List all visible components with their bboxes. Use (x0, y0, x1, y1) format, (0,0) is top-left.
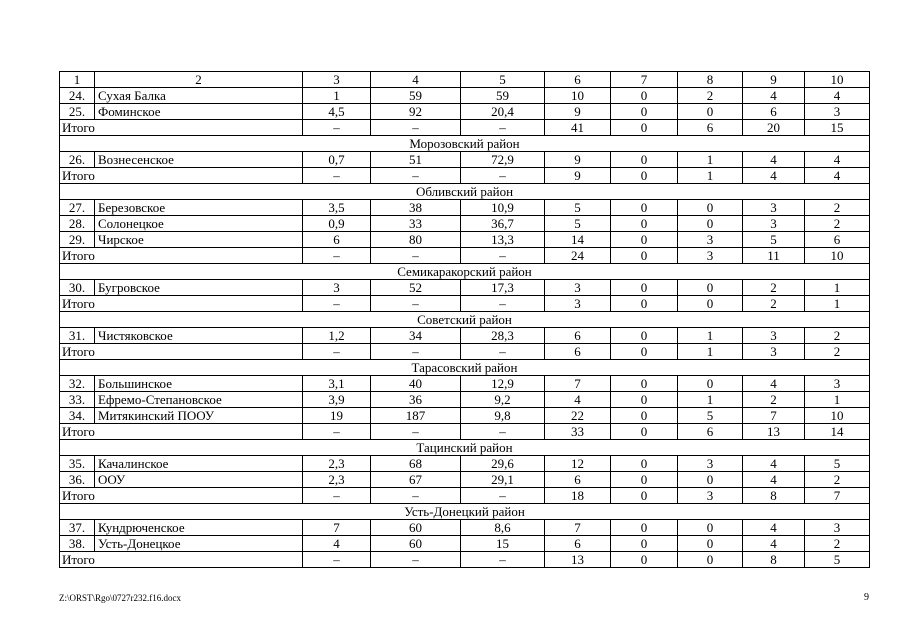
table-cell: 80 (371, 232, 461, 248)
total-cell: – (371, 488, 461, 504)
total-cell: 13 (743, 424, 805, 440)
table-cell: 9 (545, 152, 611, 168)
table-cell: 0 (678, 200, 743, 216)
table-cell: 3 (743, 200, 805, 216)
total-cell: 3 (678, 248, 743, 264)
table-cell: 0 (678, 280, 743, 296)
total-cell: – (371, 424, 461, 440)
table-cell: 4,5 (303, 104, 371, 120)
row-number: 30. (60, 280, 95, 296)
table-cell: 4 (743, 376, 805, 392)
table-cell: 3 (545, 280, 611, 296)
table-cell: 9 (545, 104, 611, 120)
table-cell: 5 (545, 216, 611, 232)
row-number: 31. (60, 328, 95, 344)
table-cell: 0 (611, 536, 678, 552)
total-cell: – (461, 552, 545, 568)
column-number: 5 (461, 72, 545, 88)
table-cell: 2 (805, 200, 870, 216)
table-cell: 4 (545, 392, 611, 408)
total-cell: 0 (678, 296, 743, 312)
table-cell: 28,3 (461, 328, 545, 344)
total-cell: 2 (743, 296, 805, 312)
table-cell: 0 (611, 520, 678, 536)
table-cell: 38 (371, 200, 461, 216)
region-header-row (60, 136, 870, 152)
table-row (60, 520, 870, 536)
total-label: Итого (60, 296, 303, 312)
table-cell: 0 (611, 392, 678, 408)
settlement-name: Чистяковское (95, 328, 303, 344)
table-cell: 9,8 (461, 408, 545, 424)
row-number: 37. (60, 520, 95, 536)
settlement-name: Кундрюченское (95, 520, 303, 536)
region-name: Семикаракорский район (60, 264, 870, 280)
total-cell: 3 (743, 344, 805, 360)
total-cell: – (461, 488, 545, 504)
table-cell: 1 (303, 88, 371, 104)
region-header-row (60, 264, 870, 280)
table-row (60, 232, 870, 248)
table-cell: 2,3 (303, 472, 371, 488)
total-cell: 2 (805, 344, 870, 360)
table-cell: 10 (545, 88, 611, 104)
table-cell: 1 (805, 280, 870, 296)
total-cell: 10 (805, 248, 870, 264)
region-name: Тацинский район (60, 440, 870, 456)
table-cell: 40 (371, 376, 461, 392)
table-cell: 5 (805, 456, 870, 472)
table-row (60, 200, 870, 216)
total-cell: 4 (743, 168, 805, 184)
table-cell: 9,2 (461, 392, 545, 408)
table-row (60, 456, 870, 472)
table-row (60, 408, 870, 424)
table-cell: 29,1 (461, 472, 545, 488)
total-cell: – (371, 168, 461, 184)
table-cell: 33 (371, 216, 461, 232)
table-cell: 36 (371, 392, 461, 408)
row-number: 36. (60, 472, 95, 488)
table-cell: 36,7 (461, 216, 545, 232)
table-cell: 12 (545, 456, 611, 472)
total-cell: 15 (805, 120, 870, 136)
table-cell: 3 (805, 376, 870, 392)
region-header-row (60, 184, 870, 200)
settlement-name: Бугровское (95, 280, 303, 296)
total-cell: – (371, 344, 461, 360)
total-cell: 18 (545, 488, 611, 504)
table-cell: 2 (805, 536, 870, 552)
table-cell: 92 (371, 104, 461, 120)
table-cell: 10,9 (461, 200, 545, 216)
table-cell: 2 (805, 216, 870, 232)
table-cell: 4 (743, 456, 805, 472)
settlement-name: Ефремо-Степановское (95, 392, 303, 408)
total-cell: – (303, 120, 371, 136)
table-row (60, 216, 870, 232)
table-cell: 0 (611, 376, 678, 392)
table-cell: 7 (743, 408, 805, 424)
table-row (60, 280, 870, 296)
table-cell: 59 (371, 88, 461, 104)
total-row (60, 120, 870, 136)
table-cell: 6 (303, 232, 371, 248)
table-cell: 0 (611, 408, 678, 424)
total-cell: – (461, 344, 545, 360)
column-number: 7 (611, 72, 678, 88)
table-cell: 1 (678, 392, 743, 408)
table-row (60, 88, 870, 104)
total-cell: – (461, 248, 545, 264)
table-cell: 1,2 (303, 328, 371, 344)
column-number: 1 (60, 72, 95, 88)
table-cell: 8,6 (461, 520, 545, 536)
total-cell: 0 (611, 552, 678, 568)
column-number: 2 (95, 72, 303, 88)
row-number: 27. (60, 200, 95, 216)
table-cell: 0 (678, 520, 743, 536)
region-name: Советский район (60, 312, 870, 328)
table-cell: 6 (545, 536, 611, 552)
total-cell: 11 (743, 248, 805, 264)
total-cell: 0 (611, 344, 678, 360)
table-cell: 5 (545, 200, 611, 216)
total-label: Итого (60, 344, 303, 360)
total-cell: 1 (678, 344, 743, 360)
table-cell: 5 (743, 232, 805, 248)
table-cell: 2,3 (303, 456, 371, 472)
region-header-row (60, 360, 870, 376)
table-cell: 4 (743, 472, 805, 488)
total-row (60, 344, 870, 360)
table-header-row (60, 72, 870, 88)
total-cell: 6 (678, 120, 743, 136)
column-number: 9 (743, 72, 805, 88)
table-cell: 0 (611, 456, 678, 472)
table-cell: 0 (611, 216, 678, 232)
total-cell: 14 (805, 424, 870, 440)
table-cell: 4 (303, 536, 371, 552)
total-cell: 6 (678, 424, 743, 440)
table-cell: 68 (371, 456, 461, 472)
footer-page-number: 9 (864, 592, 869, 603)
total-cell: 0 (611, 488, 678, 504)
total-cell: 33 (545, 424, 611, 440)
table-cell: 4 (805, 152, 870, 168)
table-cell: 4 (743, 152, 805, 168)
table-cell: 29,6 (461, 456, 545, 472)
row-number: 35. (60, 456, 95, 472)
region-header-row (60, 440, 870, 456)
total-cell: – (303, 248, 371, 264)
total-cell: 3 (545, 296, 611, 312)
row-number: 33. (60, 392, 95, 408)
row-number: 29. (60, 232, 95, 248)
region-name: Усть-Донецкий район (60, 504, 870, 520)
settlement-name: Сухая Балка (95, 88, 303, 104)
region-name: Морозовский район (60, 136, 870, 152)
total-cell: – (303, 552, 371, 568)
settlement-name: Митякинский ПООУ (95, 408, 303, 424)
settlement-name: Чирское (95, 232, 303, 248)
table-cell: 4 (805, 88, 870, 104)
total-cell: – (371, 120, 461, 136)
column-number: 6 (545, 72, 611, 88)
table-cell: 3,9 (303, 392, 371, 408)
row-number: 28. (60, 216, 95, 232)
table-row (60, 392, 870, 408)
total-cell: – (461, 424, 545, 440)
region-name: Обливский район (60, 184, 870, 200)
total-label: Итого (60, 120, 303, 136)
total-cell: – (303, 424, 371, 440)
table-cell: 3,5 (303, 200, 371, 216)
total-row (60, 168, 870, 184)
total-cell: 0 (611, 120, 678, 136)
total-cell: 41 (545, 120, 611, 136)
total-cell: – (461, 120, 545, 136)
settlement-name: Качалинское (95, 456, 303, 472)
table-cell: 3 (805, 104, 870, 120)
total-cell: 6 (545, 344, 611, 360)
total-cell: – (371, 552, 461, 568)
table-cell: 0 (678, 216, 743, 232)
table-cell: 20,4 (461, 104, 545, 120)
total-cell: – (461, 296, 545, 312)
total-cell: 0 (611, 296, 678, 312)
total-row (60, 296, 870, 312)
table-cell: 3 (678, 232, 743, 248)
total-row (60, 552, 870, 568)
table-cell: 0 (611, 152, 678, 168)
table-cell: 4 (743, 520, 805, 536)
table-row (60, 152, 870, 168)
total-cell: 7 (805, 488, 870, 504)
table-row (60, 104, 870, 120)
row-number: 32. (60, 376, 95, 392)
total-cell: 8 (743, 488, 805, 504)
table-cell: 19 (303, 408, 371, 424)
table-cell: 3 (678, 456, 743, 472)
table-cell: 3,1 (303, 376, 371, 392)
settlement-name: ООУ (95, 472, 303, 488)
table-cell: 6 (743, 104, 805, 120)
settlement-name: Усть-Донецкое (95, 536, 303, 552)
table-cell: 1 (678, 328, 743, 344)
table-cell: 1 (805, 392, 870, 408)
table-cell: 0 (611, 200, 678, 216)
row-number: 25. (60, 104, 95, 120)
region-header-row (60, 312, 870, 328)
settlement-name: Солонецкое (95, 216, 303, 232)
table-cell: 2 (805, 472, 870, 488)
table-cell: 6 (545, 472, 611, 488)
footer-file-path: Z:\ORST\Rgo\0727r232.f16.docx (59, 593, 181, 603)
table-row (60, 328, 870, 344)
table-cell: 22 (545, 408, 611, 424)
table-cell: 7 (545, 520, 611, 536)
table-cell: 0 (611, 280, 678, 296)
total-cell: 0 (678, 552, 743, 568)
row-number: 24. (60, 88, 95, 104)
table-cell: 4 (743, 536, 805, 552)
total-row (60, 488, 870, 504)
table-cell: 0 (611, 328, 678, 344)
table-cell: 0 (611, 472, 678, 488)
total-cell: 0 (611, 248, 678, 264)
table-cell: 0 (678, 104, 743, 120)
total-cell: 13 (545, 552, 611, 568)
table-cell: 1 (678, 152, 743, 168)
table-cell: 0,7 (303, 152, 371, 168)
table-cell: 0 (678, 472, 743, 488)
table-row (60, 472, 870, 488)
table-cell: 0 (611, 232, 678, 248)
table-cell: 14 (545, 232, 611, 248)
table-cell: 3 (303, 280, 371, 296)
table-cell: 0,9 (303, 216, 371, 232)
table-cell: 10 (805, 408, 870, 424)
row-number: 34. (60, 408, 95, 424)
total-cell: 0 (611, 424, 678, 440)
table-cell: 34 (371, 328, 461, 344)
table-cell: 52 (371, 280, 461, 296)
total-label: Итого (60, 424, 303, 440)
total-cell: – (303, 344, 371, 360)
total-label: Итого (60, 168, 303, 184)
column-number: 8 (678, 72, 743, 88)
table-row (60, 376, 870, 392)
region-name: Тарасовский район (60, 360, 870, 376)
row-number: 26. (60, 152, 95, 168)
total-cell: 20 (743, 120, 805, 136)
total-cell: – (371, 248, 461, 264)
table-cell: 5 (678, 408, 743, 424)
total-cell: 0 (611, 168, 678, 184)
total-cell: – (303, 168, 371, 184)
total-row (60, 248, 870, 264)
total-cell: 24 (545, 248, 611, 264)
column-number: 3 (303, 72, 371, 88)
table-cell: 3 (743, 216, 805, 232)
table-cell: 17,3 (461, 280, 545, 296)
settlement-name: Вознесенское (95, 152, 303, 168)
table-cell: 2 (805, 328, 870, 344)
table-cell: 12,9 (461, 376, 545, 392)
table-cell: 6 (805, 232, 870, 248)
settlement-name: Фоминское (95, 104, 303, 120)
total-cell: 9 (545, 168, 611, 184)
table-cell: 7 (303, 520, 371, 536)
table-cell: 0 (678, 376, 743, 392)
table-cell: 60 (371, 536, 461, 552)
total-label: Итого (60, 488, 303, 504)
table-cell: 2 (678, 88, 743, 104)
total-cell: – (371, 296, 461, 312)
table-body (60, 72, 870, 568)
table-cell: 2 (743, 280, 805, 296)
table-cell: 51 (371, 152, 461, 168)
table-cell: 6 (545, 328, 611, 344)
total-cell: 8 (743, 552, 805, 568)
table-cell: 60 (371, 520, 461, 536)
table-cell: 0 (611, 88, 678, 104)
table-cell: 13,3 (461, 232, 545, 248)
region-header-row (60, 504, 870, 520)
table-cell: 15 (461, 536, 545, 552)
table-cell: 3 (805, 520, 870, 536)
table-cell: 187 (371, 408, 461, 424)
total-cell: – (303, 488, 371, 504)
total-cell: 5 (805, 552, 870, 568)
table-row (60, 536, 870, 552)
total-cell: 3 (678, 488, 743, 504)
table-cell: 67 (371, 472, 461, 488)
table-cell: 2 (743, 392, 805, 408)
total-cell: – (461, 168, 545, 184)
row-number: 38. (60, 536, 95, 552)
table-cell: 59 (461, 88, 545, 104)
total-cell: 1 (678, 168, 743, 184)
table-cell: 3 (743, 328, 805, 344)
table-cell: 0 (611, 104, 678, 120)
total-cell: – (303, 296, 371, 312)
table-cell: 0 (678, 536, 743, 552)
column-number: 10 (805, 72, 870, 88)
settlement-name: Березовское (95, 200, 303, 216)
total-label: Итого (60, 552, 303, 568)
total-cell: 4 (805, 168, 870, 184)
data-table (59, 71, 870, 568)
column-number: 4 (371, 72, 461, 88)
table-cell: 72,9 (461, 152, 545, 168)
total-label: Итого (60, 248, 303, 264)
total-cell: 1 (805, 296, 870, 312)
total-row (60, 424, 870, 440)
table-cell: 7 (545, 376, 611, 392)
settlement-name: Большинское (95, 376, 303, 392)
table-cell: 4 (743, 88, 805, 104)
